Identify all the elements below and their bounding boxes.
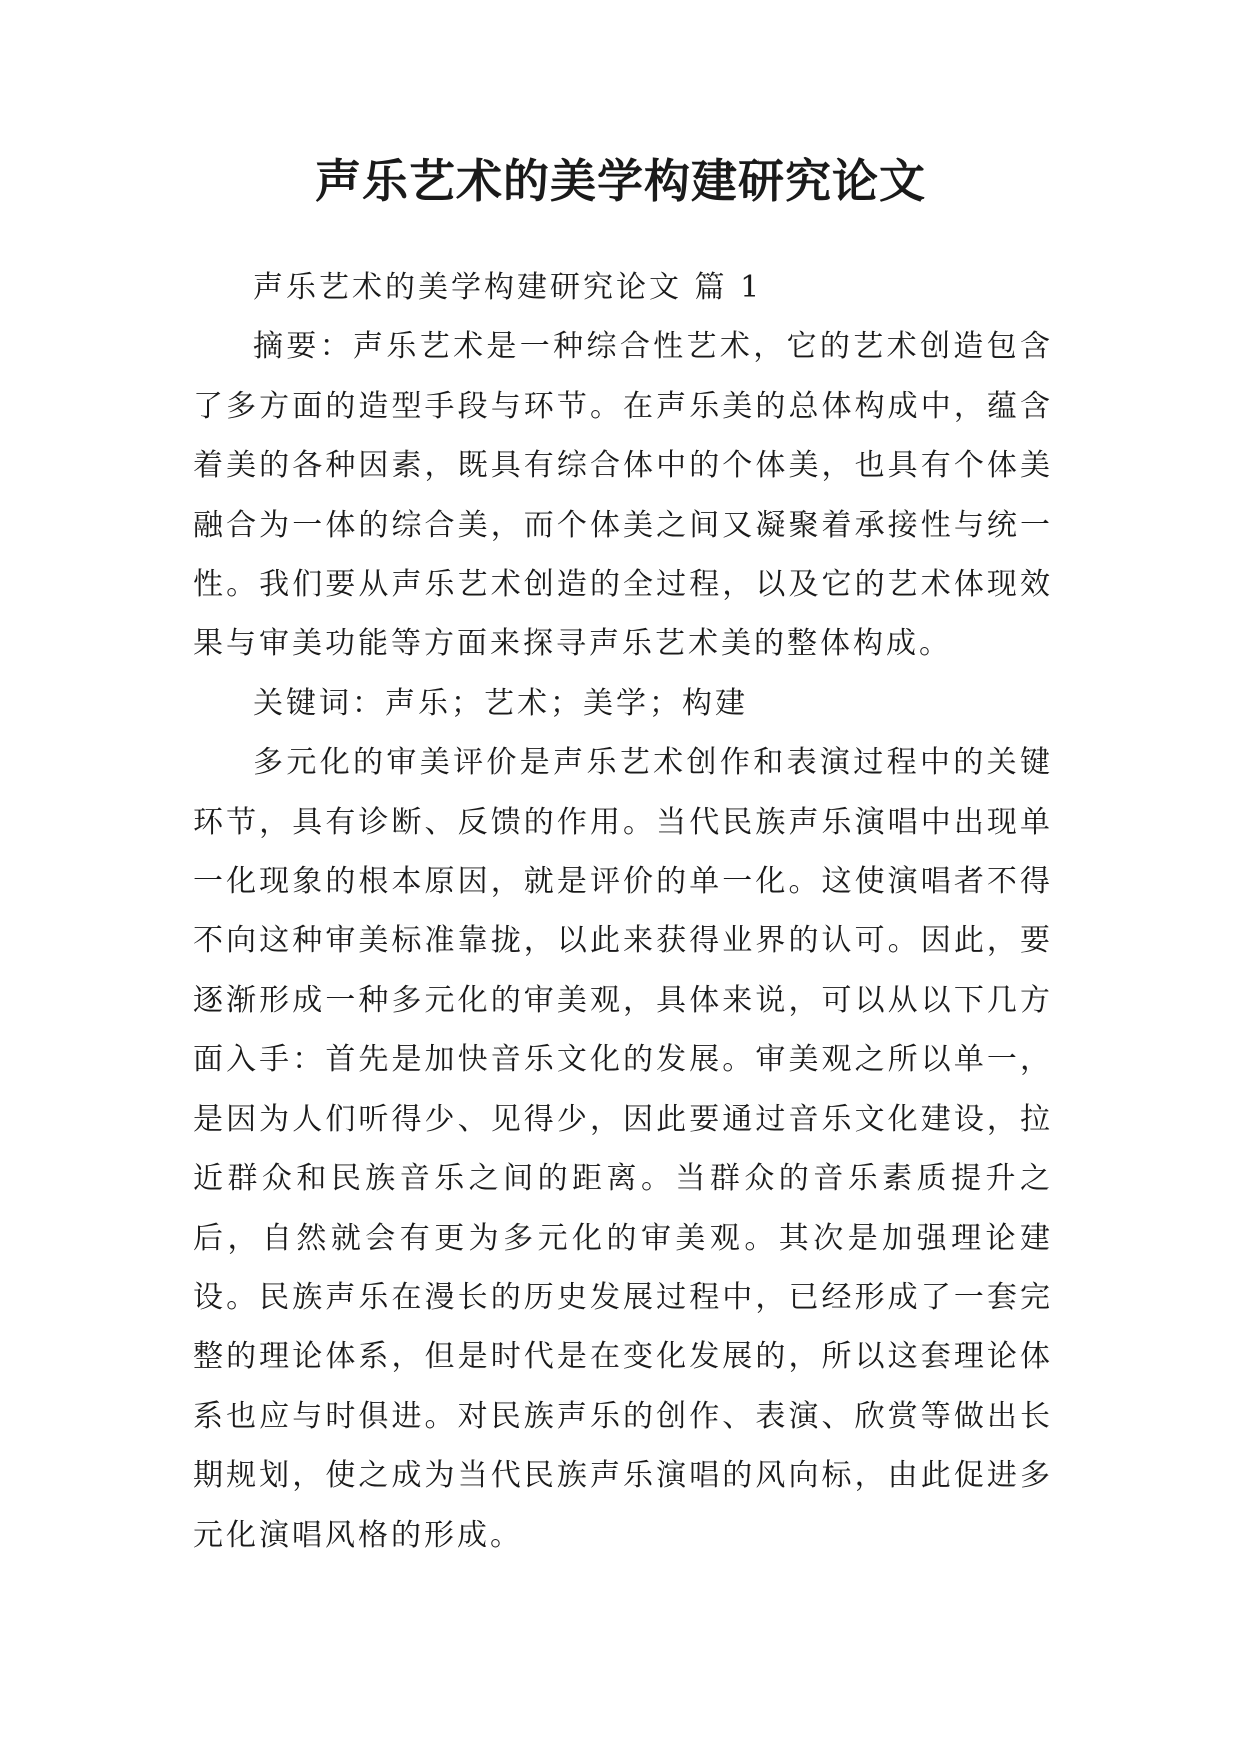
document-title: 声乐艺术的美学构建研究论文 — [315, 154, 926, 208]
body-paragraph: 多元化的审美评价是声乐艺术创作和表演过程中的关键环节，具有诊断、反馈的作用。当代民族声乐演唱中出现单一化现象的根本原因，就是评价的单一化。这使演唱者不得不向这种审美标准靠拢，以此来获得业界的认可。因此，要逐渐形成一种多元化的审美观，具体来说，可以从以下几方面入手：首先是加快音乐文化的发展。审美观之所以单一，是因为人们听得少、见得少，因此要通过音乐文化建设，拉近群众和民族音乐之间的距离。当群众的音乐素质提升之后，自然就会有更为多元化的审美观。其次是加强理论建设。民族声乐在漫长的历史发展过程中，已经形成了一套完整的理论体系，但是时代是在变化发展的，所以这套理论体系也应与时俱进。对民族声乐的创作、表演、欣赏等做出长期规划，使之成为当代民族声乐演唱的风向标，由此促进多元化演唱风格的形成。 — [193, 745, 1053, 1553]
keywords-paragraph: 关键词：声乐；艺术；美学；构建 — [253, 685, 748, 721]
abstract-paragraph: 摘要：声乐艺术是一种综合性艺术，它的艺术创造包含了多方面的造型手段与环节。在声乐美的总体构成中，蕴含着美的各种因素，既具有综合体中的个体美，也具有个体美融合为一体的综合美，而个体美之间又凝聚着承接性与统一性。我们要从声乐艺术创造的全过程，以及它的艺术体现效果与审美功能等方面来探寻声乐艺术美的整体构成。 — [193, 329, 1053, 662]
document-body — [193, 258, 1053, 1565]
section-heading: 声乐艺术的美学构建研究论文 篇 1 — [253, 270, 763, 305]
